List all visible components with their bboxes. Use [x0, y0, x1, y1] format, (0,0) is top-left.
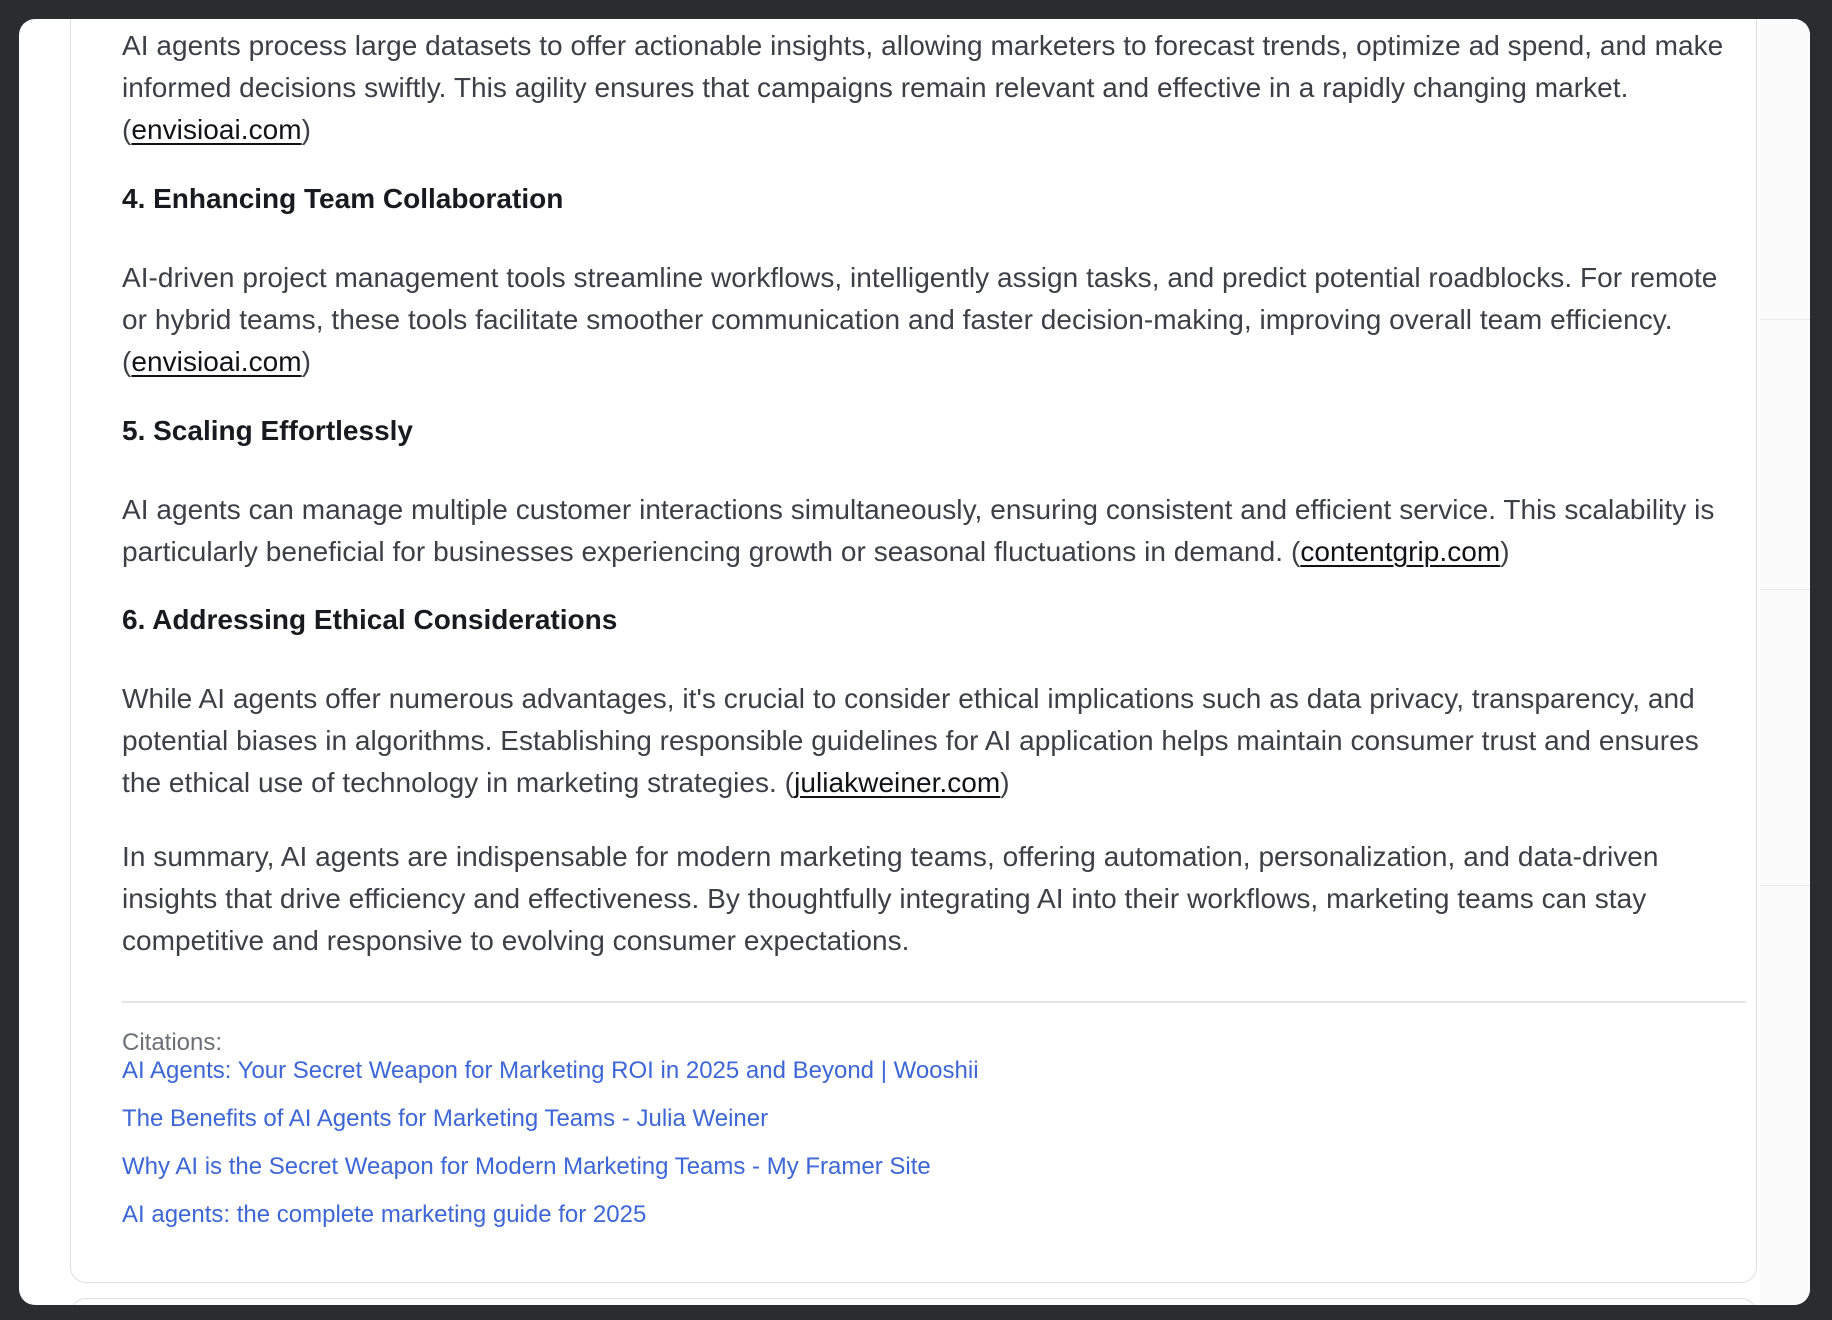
section-paragraph-scaling: [122, 489, 1742, 573]
app-window: [19, 19, 1810, 1305]
paragraph-text: While AI agents offer numerous advantages, it's crucial to consider ethical implications such as data privacy, transparency, and potential biases in algorithms. Establishing responsible guidelines for AI application helps maintain consumer trust and ensures the ethical use of technology in marketing strategies. (: [122, 683, 1699, 798]
side-divider: [1760, 589, 1810, 590]
next-response-card: [70, 1298, 1757, 1305]
side-divider: [1760, 885, 1810, 886]
paragraph-text: ): [1000, 767, 1010, 798]
citations-label: Citations:: [122, 1029, 223, 1056]
citation-link-julia-weiner[interactable]: The Benefits of AI Agents for Marketing Teams - Julia Weiner: [122, 1105, 769, 1132]
paragraph-text: ): [1500, 536, 1510, 567]
intro-paragraph: [122, 25, 1742, 151]
paragraph-text: ): [301, 114, 312, 145]
section-heading-collaboration: 4. Enhancing Team Collaboration: [122, 183, 564, 214]
section-paragraph-collaboration: [122, 257, 1742, 383]
citation-link-framer[interactable]: Why AI is the Secret Weapon for Modern Marketing Teams - My Framer Site: [122, 1153, 931, 1180]
source-link-envisioai[interactable]: envisioai.com: [131, 114, 302, 145]
paragraph-text: AI agents can manage multiple customer interactions simultaneously, ensuring consistent and efficient service. This scalability is particularly beneficial for businesses experiencing growth or seasonal fluctuations in demand. (: [122, 494, 1715, 567]
citation-link-wooshii[interactable]: AI Agents: Your Secret Weapon for Marketing ROI in 2025 and Beyond | Wooshii: [122, 1057, 979, 1084]
citations-divider: [122, 1001, 1746, 1003]
paragraph-text: AI-driven project management tools streamline workflows, intelligently assign tasks, and predict potential roadblocks. For remote or hybrid teams, these tools facilitate smoother communication and faster decision-making, improving overall team efficiency. (: [122, 262, 1718, 377]
source-link-juliakweiner[interactable]: juliakweiner.com: [794, 767, 1001, 798]
side-divider: [1760, 319, 1810, 320]
citation-link-marketing-guide[interactable]: AI agents: the complete marketing guide for 2025: [122, 1201, 647, 1228]
section-heading-ethics: 6. Addressing Ethical Considerations: [122, 604, 618, 635]
section-heading-scaling: 5. Scaling Effortlessly: [122, 415, 413, 446]
paragraph-text: ): [301, 346, 312, 377]
paragraph-text: AI agents process large datasets to offer actionable insights, allowing marketers to forecast trends, optimize ad spend, and make informed decisions swiftly. This agility ensures that campaigns remain relevant and effective in a rapidly changing market. (: [122, 30, 1724, 145]
section-paragraph-ethics: [122, 678, 1742, 804]
summary-paragraph: In summary, AI agents are indispensable for modern marketing teams, offering automation, personalization, and data-driven insights that drive efficiency and effectiveness. By thoughtfully integrating AI into their workflows, marketing teams can stay competitive and responsive to evolving consumer expectations.: [122, 841, 1659, 956]
source-link-envisioai[interactable]: envisioai.com: [131, 346, 302, 377]
side-panel-edge: [1760, 19, 1810, 1305]
source-link-contentgrip[interactable]: contentgrip.com: [1300, 536, 1501, 567]
